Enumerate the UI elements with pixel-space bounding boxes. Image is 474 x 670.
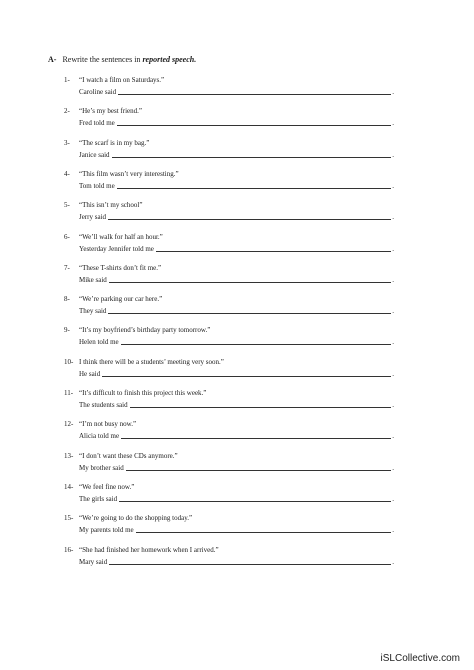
item-number: 13-	[64, 451, 74, 460]
direct-speech-sentence: “I watch a film on Saturdays.”	[79, 76, 165, 84]
answer-row	[79, 493, 394, 503]
answer-prompt: Yesterday Jennifer told me	[79, 244, 154, 253]
answer-blank-line[interactable]	[108, 306, 391, 314]
exercise-item	[64, 452, 394, 478]
exercise-item	[64, 295, 394, 321]
answer-blank-line[interactable]	[136, 525, 392, 533]
answer-row	[79, 305, 394, 315]
end-period: .	[392, 181, 394, 190]
answer-prompt: Janice said	[79, 150, 110, 159]
answer-row	[79, 336, 394, 346]
end-period: .	[392, 150, 394, 159]
answer-prompt: Tom told me	[79, 181, 115, 190]
exercise-item	[64, 201, 394, 227]
answer-row	[79, 149, 394, 159]
answer-row	[79, 430, 394, 440]
item-number: 12-	[64, 420, 74, 429]
answer-blank-line[interactable]	[121, 337, 392, 345]
item-number: 4-	[64, 169, 70, 178]
exercise-label: A-	[48, 55, 57, 64]
answer-prompt: The girls said	[79, 494, 118, 503]
answer-prompt: Caroline said	[79, 88, 117, 96]
end-period: .	[392, 213, 394, 222]
direct-speech-sentence: “She had finished her homework when I arrived.”	[79, 545, 219, 554]
direct-speech-sentence: “It’s difficult to finish this project this week.”	[79, 389, 207, 397]
answer-blank-line[interactable]	[130, 400, 392, 408]
item-number: 9-	[64, 326, 70, 335]
exercise-item	[64, 264, 394, 290]
answer-prompt: My brother said	[79, 463, 124, 472]
item-number: 1-	[64, 76, 70, 84]
answer-blank-line[interactable]	[118, 87, 391, 95]
direct-speech-sentence: “I don’t want these CDs anymore.”	[79, 451, 178, 460]
end-period: .	[392, 275, 394, 284]
exercise-item	[64, 389, 394, 415]
answer-blank-line[interactable]	[117, 118, 391, 126]
answer-prompt: Jerry said	[79, 213, 107, 222]
direct-speech-sentence: “He’s my best friend.”	[79, 107, 142, 116]
answer-blank-line[interactable]	[109, 275, 391, 283]
direct-speech-sentence: “This film wasn’t very interesting.”	[79, 169, 179, 178]
exercise-item	[64, 139, 394, 165]
answer-row	[79, 117, 394, 127]
item-number: 15-	[64, 514, 74, 523]
end-period: .	[392, 307, 394, 316]
end-period: .	[392, 557, 394, 566]
exercise-item	[64, 514, 394, 540]
answer-prompt: He said	[79, 369, 101, 378]
answer-row	[79, 399, 394, 409]
answer-prompt: Mike said	[79, 275, 107, 284]
end-period: .	[392, 119, 394, 128]
direct-speech-sentence: “We’ll walk for half an hour.”	[79, 232, 163, 241]
answer-blank-line[interactable]	[119, 494, 391, 502]
answer-blank-line[interactable]	[117, 181, 392, 189]
end-period: .	[392, 526, 394, 535]
direct-speech-sentence: “The scarf is in my bag.”	[79, 138, 150, 147]
item-number: 2-	[64, 107, 70, 116]
answer-blank-line[interactable]	[112, 150, 392, 158]
direct-speech-sentence: “These T-shirts don’t fit me.”	[79, 263, 162, 272]
answer-blank-line[interactable]	[156, 244, 391, 252]
item-number: 16-	[64, 545, 74, 554]
answer-row	[79, 524, 394, 534]
exercise-item	[64, 546, 394, 572]
end-period: .	[392, 401, 394, 409]
exercise-emphasis: reported speech.	[142, 55, 197, 64]
exercise-item	[64, 483, 394, 509]
direct-speech-sentence: “We’re parking our car here.”	[79, 295, 163, 304]
end-period: .	[392, 463, 394, 472]
answer-row	[79, 180, 394, 190]
answer-row	[79, 368, 394, 378]
item-number: 11-	[64, 389, 74, 397]
answer-blank-line[interactable]	[102, 369, 391, 377]
answer-row	[79, 556, 394, 566]
exercise-item	[64, 358, 394, 384]
answer-prompt: Alicia told me	[79, 432, 120, 441]
answer-blank-line[interactable]	[109, 557, 391, 565]
item-number: 6-	[64, 232, 70, 241]
answer-prompt: Fred told me	[79, 119, 115, 128]
direct-speech-sentence: I think there will be a students’ meeting very soon.”	[79, 357, 224, 366]
end-period: .	[392, 338, 394, 347]
direct-speech-sentence: “This isn’t my school”	[79, 201, 143, 210]
end-period: .	[392, 494, 394, 503]
end-period: .	[392, 432, 394, 441]
exercise-item	[64, 326, 394, 352]
answer-row	[79, 274, 394, 284]
answer-prompt: Mary said	[79, 557, 108, 566]
item-number: 10-	[64, 357, 74, 366]
item-number: 5-	[64, 201, 70, 210]
answer-prompt: They said	[79, 307, 107, 316]
answer-row	[79, 211, 394, 221]
end-period: .	[392, 88, 394, 96]
site-watermark: iSLCollective.com	[380, 653, 460, 664]
direct-speech-sentence: “We’re going to do the shopping today.”	[79, 514, 193, 523]
exercise-item	[64, 76, 394, 102]
answer-blank-line[interactable]	[126, 463, 392, 471]
answer-blank-line[interactable]	[121, 431, 391, 439]
answer-row	[79, 243, 394, 253]
answer-prompt: My parents told me	[79, 526, 134, 535]
direct-speech-sentence: “I’m not busy now.”	[79, 420, 137, 429]
answer-blank-line[interactable]	[108, 212, 391, 220]
item-number: 7-	[64, 263, 70, 272]
direct-speech-sentence: “We feel fine now.”	[79, 482, 135, 491]
item-number: 8-	[64, 295, 70, 304]
item-number: 14-	[64, 482, 74, 491]
answer-row	[79, 86, 394, 96]
answer-prompt: The students said	[79, 401, 128, 409]
end-period: .	[392, 369, 394, 378]
answer-row	[79, 462, 394, 472]
end-period: .	[392, 244, 394, 253]
exercise-item	[64, 107, 394, 133]
exercise-item	[64, 233, 394, 259]
exercise-item	[64, 170, 394, 196]
exercise-heading	[48, 55, 196, 64]
direct-speech-sentence: “It’s my boyfriend’s birthday party tomorrow.”	[79, 326, 211, 335]
answer-prompt: Helen told me	[79, 338, 119, 347]
exercise-instruction: Rewrite the sentences in	[62, 55, 143, 64]
item-number: 3-	[64, 138, 70, 147]
exercise-item	[64, 420, 394, 446]
